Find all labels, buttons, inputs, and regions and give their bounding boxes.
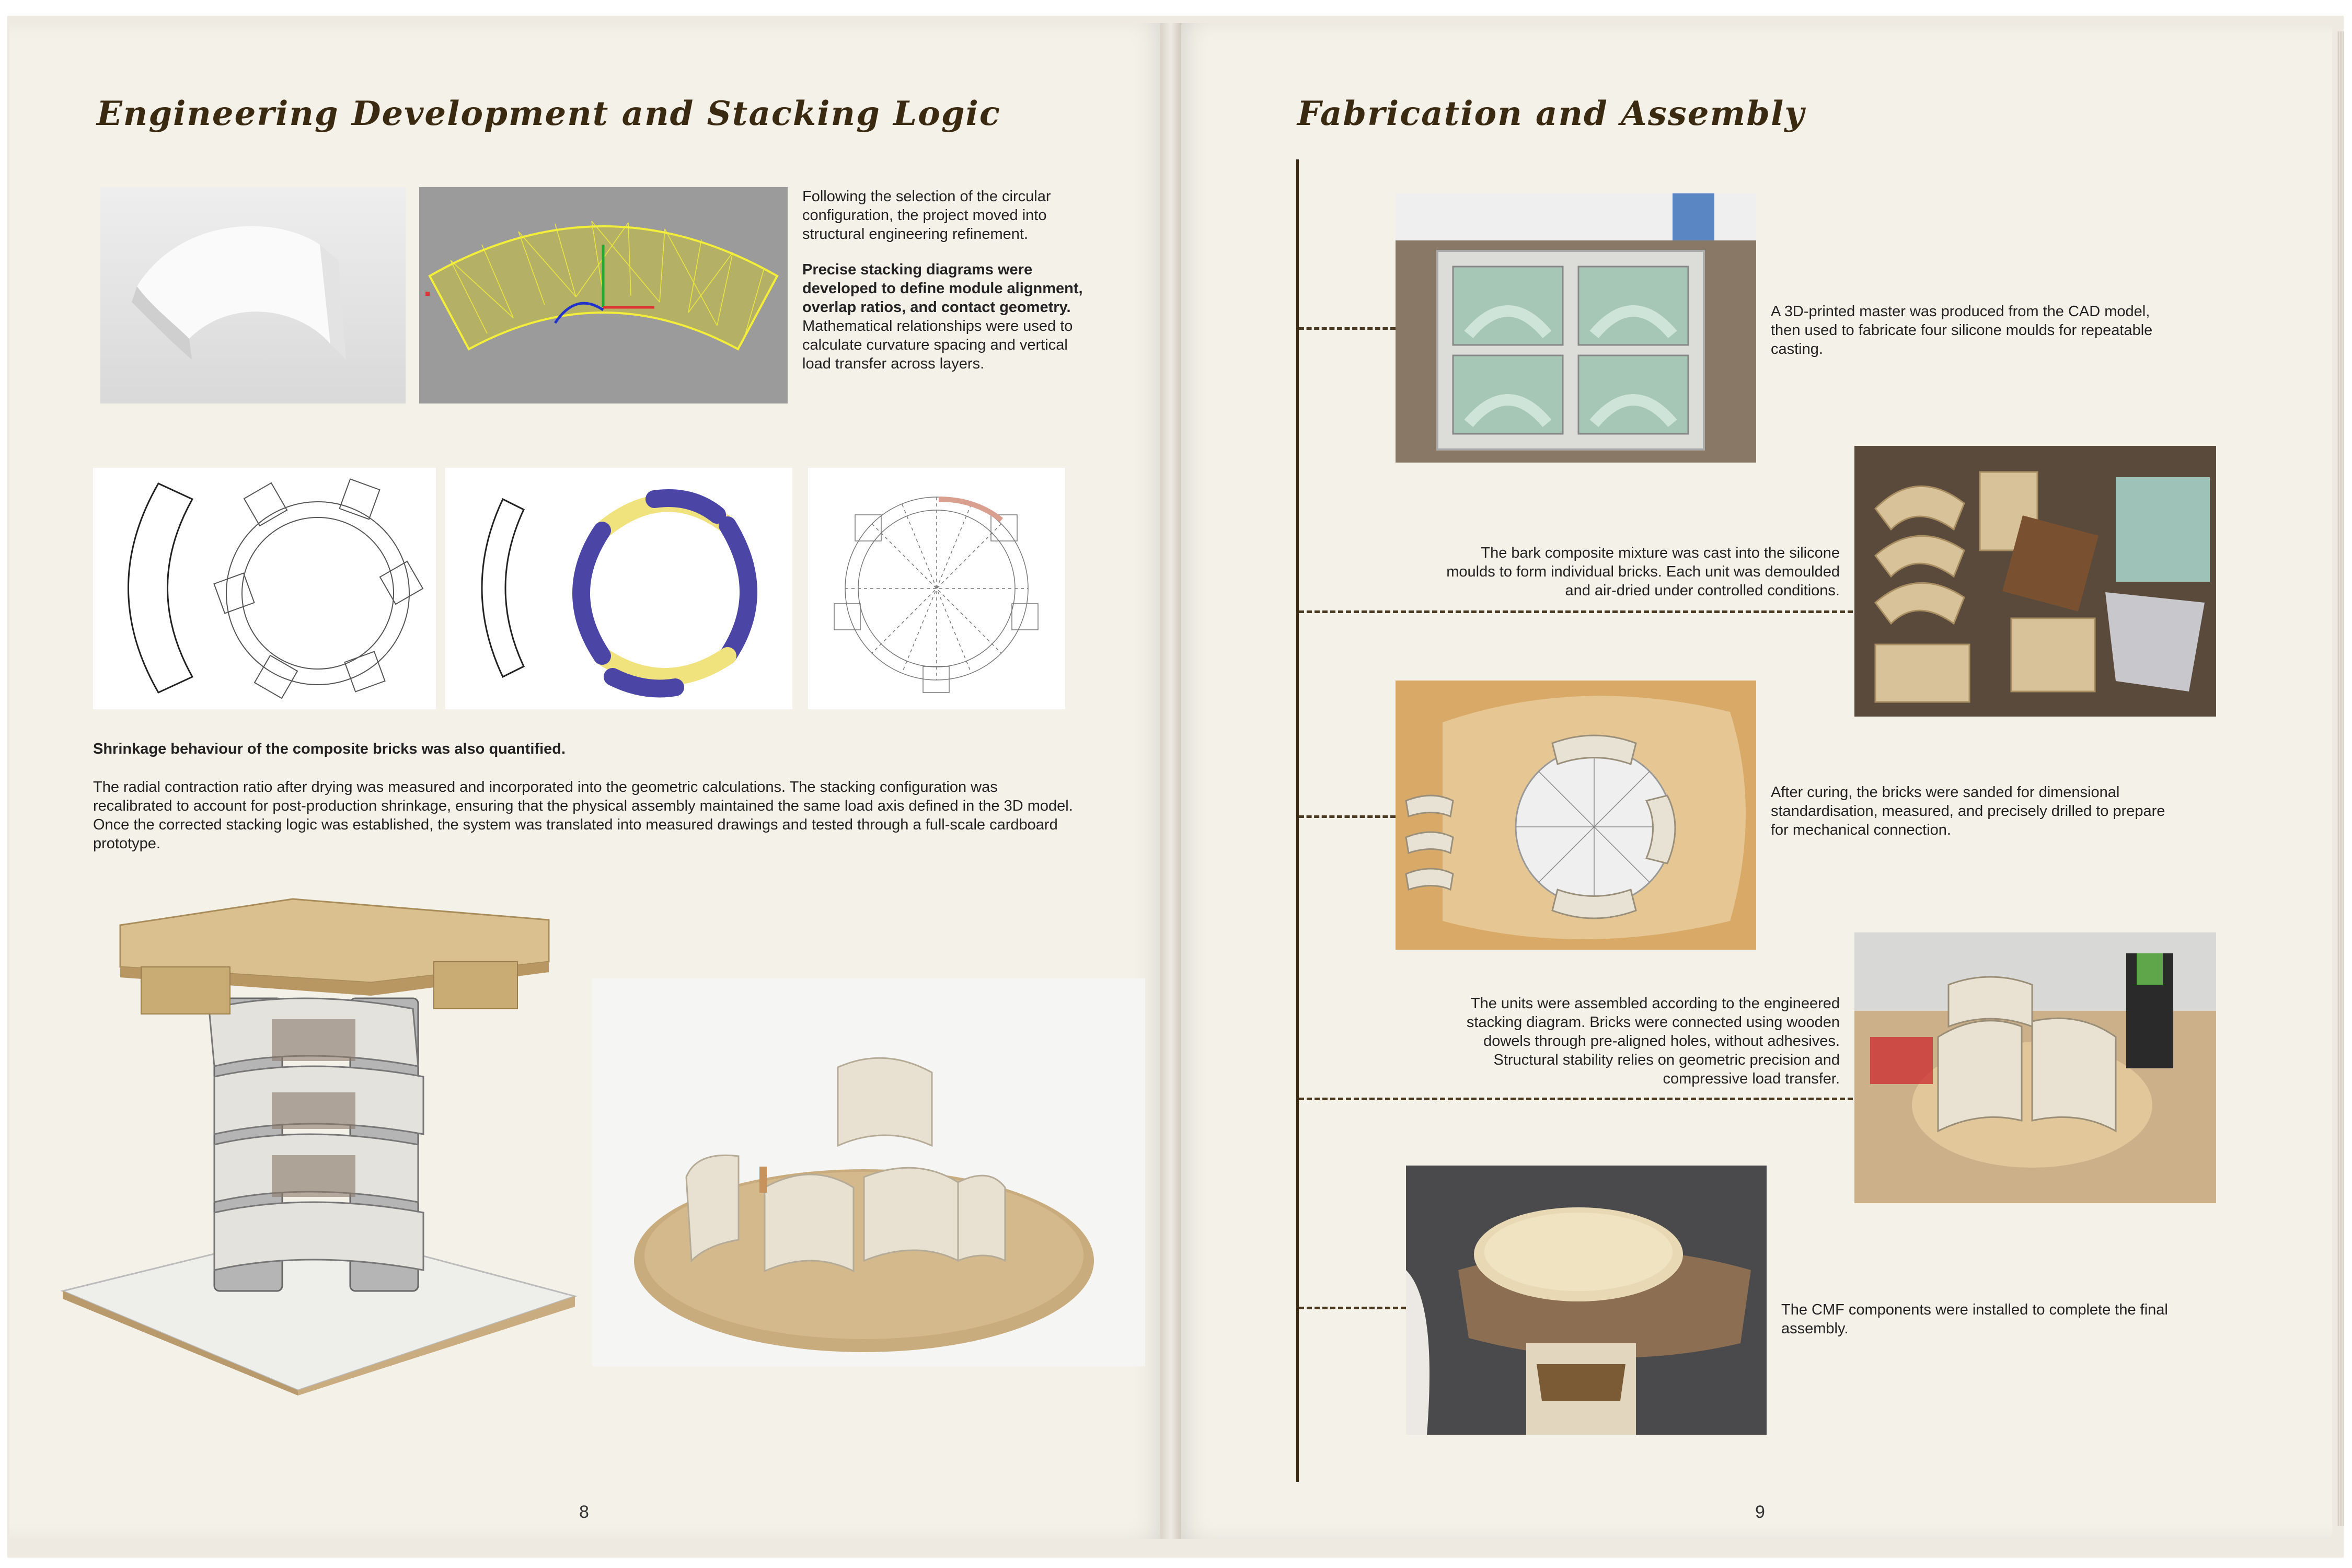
- timeline-connector-5: [1299, 1307, 1406, 1309]
- step-5-text: The CMF components were installed to complete the final assembly.: [1781, 1301, 2168, 1337]
- step-1-text: A 3D-printed master was produced from the CAD model, then used to fabricate four silicone moulds for repeatable casting.: [1771, 303, 2153, 358]
- silicone-mould-photo: [1396, 193, 1756, 463]
- arch-render-image: [100, 187, 406, 403]
- cast-bricks-photo: [1854, 446, 2216, 717]
- bark-brick-model-photo: [592, 978, 1145, 1366]
- stacking-rest-text: Mathematical relationships were used to calculate curvature spacing and vertical load transfer across layers.: [802, 299, 1077, 372]
- page-edges: [2337, 31, 2344, 1526]
- step-2-text: The bark composite mixture was cast into the silicone moulds to form individual bricks. Each unit was demoulded and air-dried under controlled conditions.: [1446, 545, 1840, 599]
- step-3-text: After curing, the bricks were sanded for dimensional standardisation, measured, and precisely drilled to prepare for mechanical connection.: [1771, 784, 2165, 838]
- intro-paragraph: Following the selection of the circular configuration, the project moved into structural engineering refinement. Precise stacking diagrams were developed to define module alignment, overlap ratios, and contact geometry. Mathematical relationships were used to calculate curvature spacing and vertical load transfer across layers.: [802, 188, 1087, 372]
- cardboard-prototype-photo: [57, 894, 580, 1396]
- book-gutter: [1160, 23, 1181, 1539]
- assembly-photo: [1854, 932, 2216, 1203]
- stacking-diagram-colored: [445, 468, 792, 709]
- cmf-installation-photo: [1406, 1166, 1767, 1435]
- radial-stacking-diagram: [808, 468, 1065, 709]
- left-page-title: Engineering Development and Stacking Logic: [97, 94, 1001, 133]
- cad-mesh-image: [419, 187, 788, 403]
- stacking-bold-text: Precise stacking diagrams were developed to define module alignment, overlap ratios, and contact geometry.: [802, 261, 1087, 316]
- stacking-diagram-outline: [93, 468, 436, 709]
- page-number-left: 8: [579, 1502, 589, 1522]
- timeline-connector-2: [1299, 610, 1853, 613]
- timeline-line: [1296, 159, 1299, 1482]
- shrinkage-heading: Shrinkage behaviour of the composite bricks was also quantified.: [93, 741, 566, 757]
- timeline-connector-4: [1299, 1098, 1853, 1100]
- page-number-right: 9: [1755, 1502, 1765, 1522]
- right-page-title: Fabrication and Assembly: [1297, 94, 1805, 133]
- step-4-text: The units were assembled according to the engineered stacking diagram. Bricks were connected using wooden dowels through pre-aligned holes, without adhesives. Structural stability relies on geometric precision and compressive load transfer.: [1466, 995, 1840, 1087]
- timeline-connector-3: [1299, 815, 1396, 818]
- shrinkage-body: The radial contraction ratio after drying was measured and incorporated into the geometric calculations. The stacking configuration was recalibrated to account for post-production shrinkage, ensuring that the physical assembly maintained the same load axis defined in the 3D model. Once the corrected stacking logic was established, the system was translated into measured drawings and tested through a full-scale cardboard prototype.: [93, 779, 1073, 852]
- drilling-bricks-photo: [1396, 681, 1756, 950]
- timeline-connector-1: [1299, 327, 1396, 330]
